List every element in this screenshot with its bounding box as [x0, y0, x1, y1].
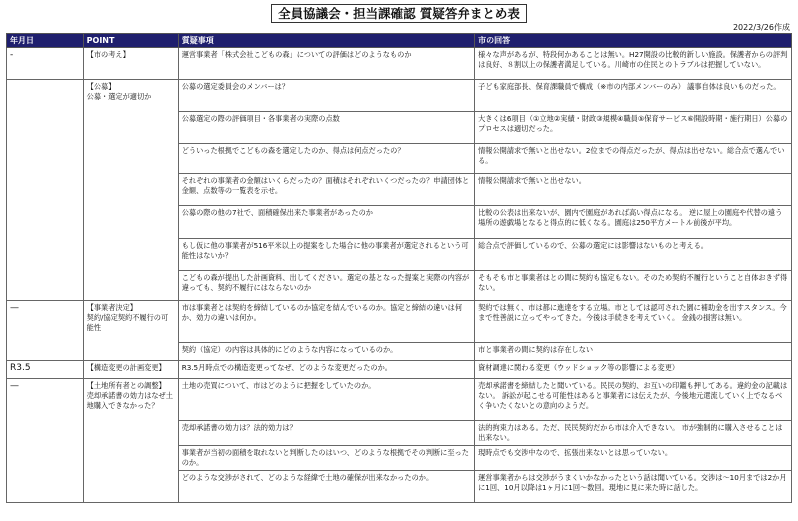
table-row — [7, 48, 792, 80]
row-question: それぞれの事業者の金額はいくらだったの？面積はそれぞれいくつだったの？申請団体と金額、点数等の一覧表を示せ。 — [178, 174, 474, 206]
table-row — [7, 361, 792, 379]
row-date: - — [7, 48, 84, 80]
row-point: 【土地所有者との調整】 売却承諾書の効力はなぜ土地購入できなかった？ — [83, 379, 178, 503]
row-answer: そもそも市と事業者はとの間に契約も協定もない。そのため契約不履行ということ自体おきず得ない。 — [475, 271, 792, 301]
row-question: どのような交渉がされて、どのような経緯で土地の確保が出来なかったのか。 — [178, 471, 474, 503]
row-answer: 大きくは6項目（①立地②実績・財政③規模④職員⑤保育サービス⑥開設時期・施行期日）公募のプロセスは適切だった。 — [475, 112, 792, 144]
row-answer: 契約では無く、市は都に進達をする立場。市としては認可された園に補助金を出すスタンス。今まで性善説に立ってやってきた。今後は手続きを考えていく。 金銭の損害は無い。 — [475, 301, 792, 343]
row-question: こどもの森が提出した計画資料、出してください。選定の基となった提案と実際の内容が違っても、契約不履行にはならないのか — [178, 271, 474, 301]
row-question: どういった根拠でこどもの森を選定したのか、得点は何点だったの？ — [178, 144, 474, 174]
row-answer: 資材調達に関わる変更（ウッドショック等の影響による変更） — [475, 361, 792, 379]
creation-date: 2022/3/26作成 — [732, 23, 790, 32]
row-answer: 売却承諾書を締結したと聞いている。民民の契約、お互いの印鑑も押してある。違約金の記載はない。 訴訟が起こせる可能性はあると事業者には伝えたが、今後地元還流していく上でなるべく争いたくないとの意向のようだ。 — [475, 379, 792, 421]
row-answer: 情報公開請求で無いと出せない。2位までの得点だったが、得点は出せない。総合点で選んでいる。 — [475, 144, 792, 174]
header-point: POINT — [83, 34, 178, 48]
document-title-area — [6, 4, 792, 21]
row-question: 土地の売買について、市はどのように把握をしていたのか。 — [178, 379, 474, 421]
table-header-row — [7, 34, 792, 48]
header-question: 質疑事項 — [178, 34, 474, 48]
row-date: R3.5 — [7, 361, 84, 379]
row-question: 売却承諾書の効力は？法的効力は？ — [178, 421, 474, 446]
row-answer: 法的拘束力はある。ただ、民民契約だから市は介入できない。 市が強制的に購入させることは出来ない。 — [475, 421, 792, 446]
row-date: — — [7, 379, 84, 503]
table-row — [7, 301, 792, 343]
row-question: 公募の選定委員会のメンバーは？ — [178, 80, 474, 112]
row-point: 【市の考え】 — [83, 48, 178, 80]
row-answer: 比較の公表は出来ないが、園内で園庭があれば高い得点になる。 逆に屋上の園庭や代替の遠う場所の遊戯場となると得点的に低くなる。園庭は250平方メートル前後が平均。 — [475, 206, 792, 239]
row-question: もし仮に他の事業者が516平米以上の提案をした場合に他の事業者が選定されるという可能性はないか？ — [178, 239, 474, 271]
table-row — [7, 80, 792, 112]
row-question: 市は事業者とは契約を締結しているのか協定を結んでいるのか。協定と締結の違いは何か、効力の違いは何か。 — [178, 301, 474, 343]
document-title: 全員協議会・担当課確認 質疑答弁まとめ表 — [271, 4, 527, 23]
row-point: 【公募】 公募・選定が適切か — [83, 80, 178, 301]
row-date — [7, 80, 84, 301]
row-answer: 情報公開請求で無いと出せない。 — [475, 174, 792, 206]
header-answer: 市の回答 — [475, 34, 792, 48]
row-question: 公募選定の際の評価項目・各事業者の実際の点数 — [178, 112, 474, 144]
row-question: 事業者が当初の面積を取れないと判断したのはいつ、どのような根拠でその判断に至ったのか。 — [178, 446, 474, 471]
table-row — [7, 379, 792, 421]
row-answer: 様々な声があるが、特段何かあることは無い。H27開設の比較的新しい施設。保護者からの評判は良好、８割以上の保護者満足している。川崎市の住民とのトラブルは把握していない。 — [475, 48, 792, 80]
row-question: 公募の際の他の7社で、面積確保出来た事業者があったのか — [178, 206, 474, 239]
row-point: 【事業者決定】 契約/協定契約不履行の可能性 — [83, 301, 178, 361]
row-answer: 現時点でも交渉中なので、拡張出来ないとは思っていない。 — [475, 446, 792, 471]
row-point: 【構造変更の計画変更】 — [83, 361, 178, 379]
header-date: 年月日 — [7, 34, 84, 48]
row-question: R3.5月時点での構造変更ってなぜ、どのような変更だったのか。 — [178, 361, 474, 379]
row-answer: 総合点で評価しているので、公募の選定には影響はないものと考える。 — [475, 239, 792, 271]
row-date: — — [7, 301, 84, 361]
row-answer: 運営事業者からは交渉がうまくいかなかったという話は聞いている。交渉は〜10月までは2か月に1回、10月以降は1ヶ月に1回〜数回。現地に見に来た時に話した。 — [475, 471, 792, 503]
row-answer: 市と事業者の間に契約は存在しない — [475, 343, 792, 361]
qa-summary-table — [6, 33, 792, 503]
row-question: 契約（協定）の内容は具体的にどのような内容になっているのか。 — [178, 343, 474, 361]
row-question: 運営事業者「株式会社こどもの森」についての評価はどのようなものか — [178, 48, 474, 80]
row-answer: 子ども家庭部長、保育課職員で構成（※市の内部メンバーのみ） 議事自体は良いものだった。 — [475, 80, 792, 112]
